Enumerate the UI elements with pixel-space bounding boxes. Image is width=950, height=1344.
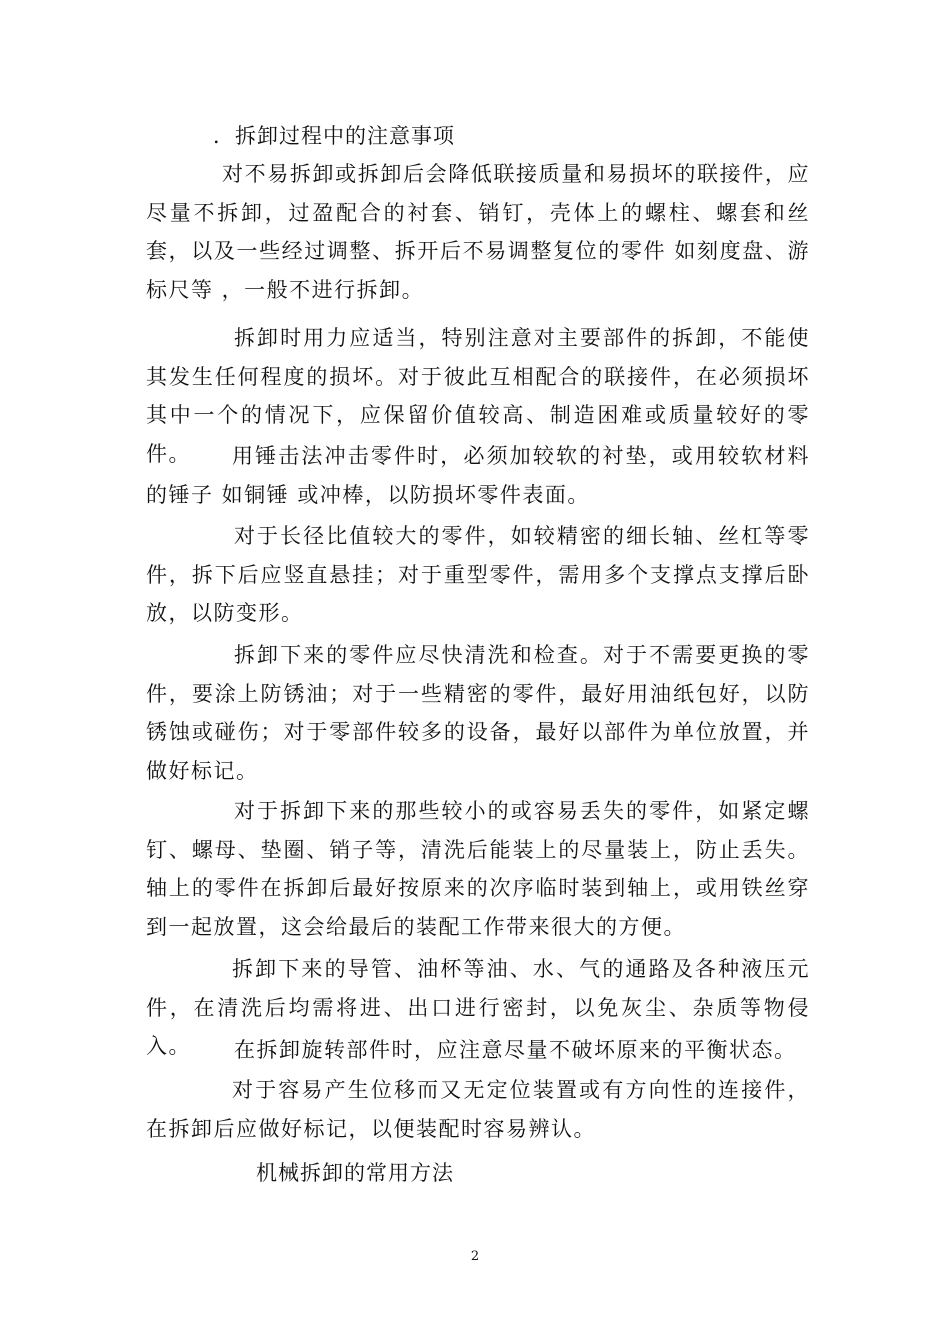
paragraph-2: 拆卸时用力应适当，特别注意对主要部件的拆卸，不能使其发生任何程度的损坏。对于彼此互相配合的联接件，在必须损坏其中一个的情况下，应保留价值较高、制造困难或质量较好的零件。: [146, 326, 810, 467]
paragraph-7: 拆卸下来的导管、油杯等油、水、气的通路及各种液压元件，在清洗后均需将进、出口进行密封，以免灰尘、杂质等物侵入。: [146, 957, 810, 1059]
paragraph-1: 对不易拆卸或拆卸后会降低联接质量和易损坏的联接件，应尽量不拆卸，过盈配合的衬套、销钉，壳体上的螺柱、螺套和丝套，以及一些经过调整、拆开后不易调整复位的零件 如刻度盘、游标尺等 ，一般不进行拆卸。: [146, 162, 810, 303]
section-heading-2: 机械拆卸的常用方法: [256, 1161, 454, 1185]
paragraph-9: 对于容易产生位移而又无定位装置或有方向性的连接件，在拆卸后应做好标记，以便装配时容易辨认。: [146, 1078, 810, 1141]
paragraph-6: 对于拆卸下来的那些较小的或容易丢失的零件，如紧定螺钉、螺母、垫圈、销子等，清洗后能装上的尽量装上，防止丢失。轴上的零件在拆卸后最好按原来的次序临时装到轴上，或用铁丝穿到一起放置，这会给最后的装配工作带来很大的方便。: [146, 799, 810, 940]
page-number: 2: [470, 1249, 480, 1264]
paragraph-4: 对于长径比值较大的零件，如较精密的细长轴、丝杠等零件，拆下后应竖直悬挂；对于重型零件，需用多个支撑点支撑后卧放，以防变形。: [146, 524, 810, 626]
paragraph-8: 在拆卸旋转部件时，应注意尽量不破坏原来的平衡状态。: [234, 1038, 797, 1062]
paragraph-5: 拆卸下来的零件应尽快清洗和检查。对于不需要更换的零件，要涂上防锈油；对于一些精密的零件，最好用油纸包好，以防锈蚀或碰伤；对于零部件较多的设备，最好以部件为单位放置，并做好标记。: [146, 643, 810, 784]
paragraph-3: 用锤击法冲击零件时，必须加较软的衬垫，或用较软材料的锤子 如铜锤 或冲棒，以防损坏零件表面。: [146, 444, 810, 507]
section-heading: ．拆卸过程中的注意事项: [213, 124, 455, 148]
